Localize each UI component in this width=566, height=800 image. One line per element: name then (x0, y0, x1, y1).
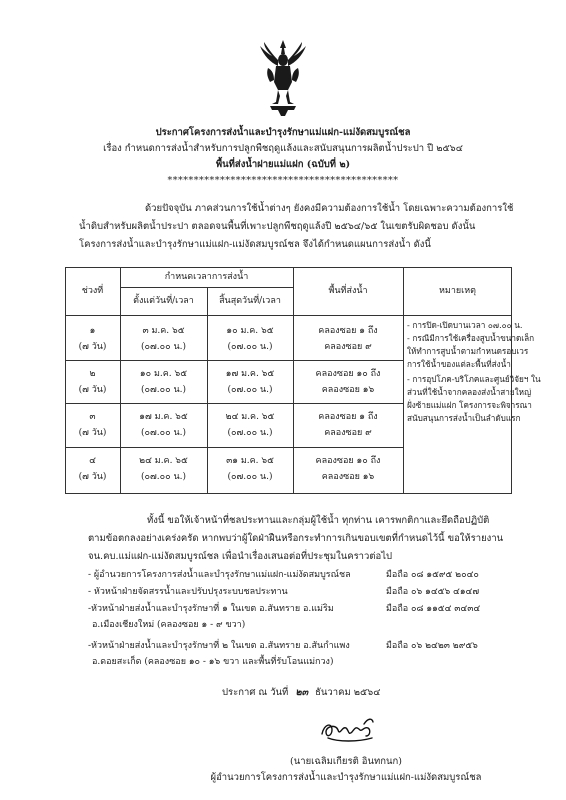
remark-2: - กรณีมีการใช้เครื่องสูบน้ำขนาดเล็ก (407, 333, 535, 343)
row3-end-time: (๐๗.๐๐ น.) (227, 428, 273, 438)
row3-round: ๓ (89, 412, 96, 422)
row1-area-1: คลองซอย ๑ ถึง (318, 326, 378, 336)
intro-line-2: น้ำดิบสำหรับผลิตน้ำประปา ตลอดจนพื้นที่เพาะปลูกพืชฤดูแล้งปี ๒๕๖๔/๖๕ ในเขตรับผิดชอบ ดังนั้น (79, 221, 476, 232)
announce-day: ๒๓ (295, 687, 309, 698)
row4-round: ๔ (89, 456, 96, 466)
closing-line-1: ทั้งนี้ ขอให้เจ้าหน้าที่ชลประทานและกลุ่มผู้ใช้น้ำ ทุกท่าน เคารพกติกาและยึดถือปฏิบัติ (147, 515, 490, 526)
row3-start-time: (๐๗.๐๐ น.) (140, 428, 186, 438)
remark-6: ส่วนที่ใช้น้ำจากคลองส่งน้ำสายใหญ่ (407, 387, 532, 397)
contact-1-phone: มือถือ ๐๘ ๑๕๙๕ ๒๐๔๐ (386, 570, 479, 580)
remark-1: - การปิด-เปิดบานเวลา ๐๗.๐๐ น. (407, 320, 523, 330)
row4-area-2: คลองซอย ๑๖ (321, 472, 375, 482)
contact-3-phone: มือถือ ๐๘ ๑๑๕๔ ๓๔๓๔ (386, 604, 481, 614)
remark-5: - การอุปโภค-บริโภคและศูนย์วิจัยฯ ใน (407, 374, 541, 384)
remark-4: การใช้น้ำของแต่ละพื้นที่ส่งน้ำ (407, 359, 511, 369)
remark-7: ฝั่งซ้ายแม่แฝก โครงการจะพิจารณา (407, 400, 532, 410)
row1-days: (๗ วัน) (78, 342, 107, 352)
row4-start-time: (๐๗.๐๐ น.) (140, 472, 186, 482)
schedule-table (65, 267, 541, 494)
row1-round: ๑ (89, 326, 96, 336)
row4-days: (๗ วัน) (78, 472, 107, 482)
row2-area-1: คลองซอย ๑๐ ถึง (315, 369, 381, 379)
row3-days: (๗ วัน) (78, 428, 107, 438)
contact-2-phone: มือถือ ๐๖ ๑๔๕๖ ๔๑๔๗ (386, 587, 480, 597)
header-remark: หมายเหตุ (438, 286, 477, 296)
row3-start-date: ๑๗ ม.ค. ๖๕ (139, 412, 188, 422)
row2-end-date: ๑๗ ม.ค. ๖๕ (225, 369, 275, 379)
contact-4-phone: มือถือ ๐๖ ๒๔๒๓ ๒๙๕๖ (386, 641, 478, 651)
row4-area-1: คลองซอย ๑๐ ถึง (315, 456, 381, 466)
announcement-area: พื้นที่ส่งน้ำฝายแม่แฝก (ฉบับที่ ๒) (215, 159, 351, 170)
header-start: ตั้งแต่วันที่/เวลา (133, 296, 194, 306)
row3-area-2: คลองซอย ๙ (324, 428, 372, 438)
garuda-emblem (258, 38, 308, 118)
closing-line-3: จน.คบ.แม่แฝก-แม่งัดสมบูรณ์ชล เพื่อนำเรื่องเสนอต่อที่ประชุมในคราวต่อไป (88, 551, 393, 562)
announcement-subject: เรื่อง กำหนดการส่งน้ำสำหรับการปลูกพืชฤดูแล้งและสนับสนุนการผลิตน้ำประปา ปี ๒๕๖๔ (103, 143, 463, 154)
intro-line-3: โครงการส่งน้ำและบำรุงรักษาแม่แฝก-แม่งัดสมบูรณ์ชล จึงได้กำหนดแผนการส่งน้ำ ดังนี้ (79, 239, 431, 250)
row4-end-time: (๐๗.๐๐ น.) (227, 472, 273, 482)
row1-start-date: ๓ ม.ค. ๖๕ (142, 326, 185, 336)
row4-end-date: ๓๑ ม.ค. ๖๕ (226, 456, 274, 466)
row2-start-time: (๐๗.๐๐ น.) (140, 385, 186, 395)
closing-line-2: ตามข้อตกลงอย่างเคร่งครัด หากพบว่าผู้ใดฝ่าฝืนหรือกระทำการเกินขอบเขตที่กำหนดไว้นี้ ขอให้รายงาน (88, 533, 504, 544)
announcement-title: ประกาศโครงการส่งน้ำและบำรุงรักษาแม่แฝก-แม่งัดสมบูรณ์ชล (155, 127, 411, 138)
row2-end-time: (๐๗.๐๐ น.) (227, 385, 273, 395)
signer-position: ผู้อำนวยการโครงการส่งน้ำและบำรุงรักษาแม่แฝก-แม่งัดสมบูรณ์ชล (210, 772, 482, 783)
row4-start-date: ๒๔ ม.ค. ๖๕ (139, 456, 188, 466)
signature (318, 712, 376, 746)
header-round: ช่วงที่ (81, 286, 104, 296)
announce-suffix: ธันวาคม ๒๕๖๔ (315, 687, 381, 698)
remark-3: ให้ทำการสูบน้ำตามกำหนดรอบเวร (407, 346, 529, 356)
contact-3-name: -หัวหน้าฝ่ายส่งน้ำและบำรุงรักษาที่ ๑ ในเขต อ.สันทราย อ.แม่ริม (88, 604, 334, 614)
announce-prefix: ประกาศ ณ วันที่ (222, 687, 289, 698)
row2-days: (๗ วัน) (78, 385, 107, 395)
row2-start-date: ๑๐ ม.ค. ๖๕ (139, 369, 188, 379)
contact-2-name: - หัวหน้าฝ่ายจัดสรรน้ำและปรับปรุงระบบชลประทาน (88, 587, 288, 597)
row2-round: ๒ (89, 369, 96, 379)
contact-3-area: อ.เมืองเชียงใหม่ (คลองซอย ๑ - ๙ ขวา) (92, 620, 246, 630)
intro-line-1: ด้วยปัจจุบัน ภาคส่วนการใช้น้ำต่างๆ ยังคงมีความต้องการใช้น้ำ โดยเฉพาะความต้องการใช้ (145, 203, 514, 214)
announce-date (222, 687, 380, 699)
header-schedule: กำหนดเวลาการส่งน้ำ (164, 272, 249, 282)
row1-end-time: (๐๗.๐๐ น.) (227, 342, 273, 352)
row1-start-time: (๐๗.๐๐ น.) (140, 342, 186, 352)
remark-8: สนับสนุนการส่งน้ำเป็นลำดับแรก (407, 413, 521, 423)
separator-stars: ******************************************** (167, 175, 399, 186)
contact-4-name: -หัวหน้าฝ่ายส่งน้ำและบำรุงรักษาที่ ๒ ในเขต อ.สันทราย อ.สันกำแพง (88, 641, 350, 651)
header-end: สิ้นสุดวันที่/เวลา (219, 296, 281, 306)
signer-name: (นายเฉลิมเกียรติ อินทกนก) (290, 756, 402, 767)
row3-end-date: ๒๔ ม.ค. ๖๕ (225, 412, 275, 422)
row1-end-date: ๑๐ ม.ค. ๖๕ (226, 326, 274, 336)
contact-4-area: อ.ดอยสะเก็ด (คลองซอย ๑๐ - ๑๖ ขวา และพื้นที่รับโอนแม่กวง) (92, 657, 334, 667)
row1-area-2: คลองซอย ๙ (324, 342, 372, 352)
contact-1-name: - ผู้อำนวยการโครงการส่งน้ำและบำรุงรักษาแม่แฝก-แม่งัดสมบูรณ์ชล (88, 570, 351, 580)
row2-area-2: คลองซอย ๑๖ (321, 385, 375, 395)
row3-area-1: คลองซอย ๑ ถึง (318, 412, 378, 422)
header-area: พื้นที่ส่งน้ำ (328, 286, 368, 296)
